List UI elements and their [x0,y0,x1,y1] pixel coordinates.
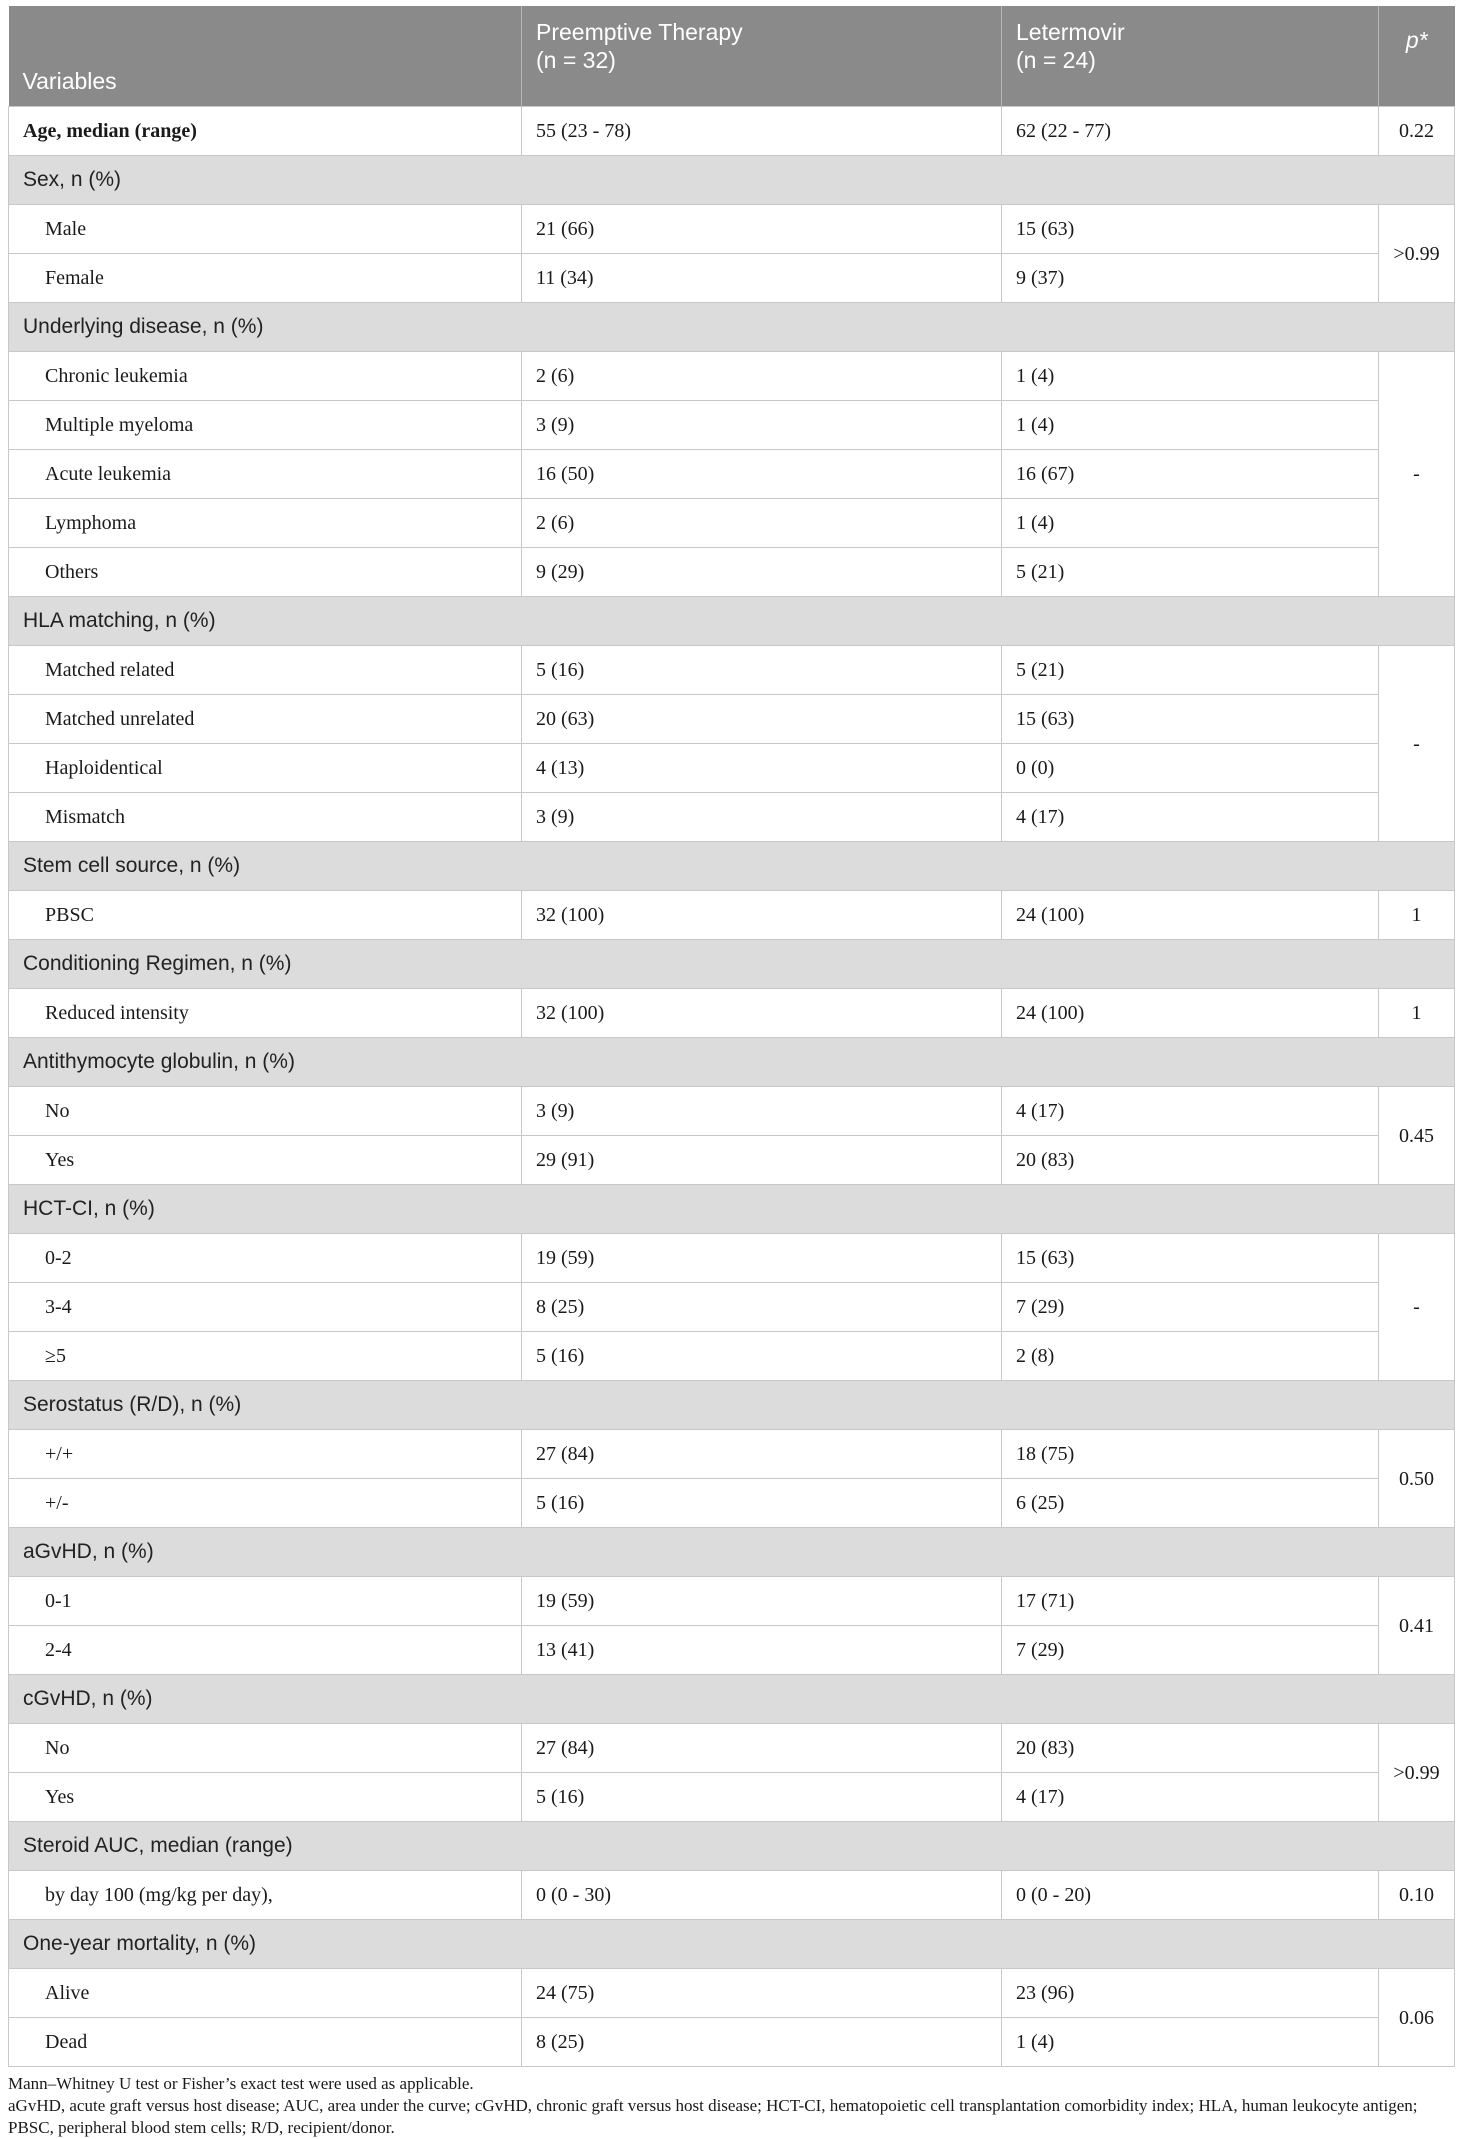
p-value: >0.99 [1379,205,1455,303]
header-group1-n: (n = 32) [536,47,616,73]
preemptive-therapy-value: 0 (0 - 30) [522,1871,1002,1920]
table-row [9,1087,1455,1136]
variable-label: Female [9,254,522,303]
letermovir-value: 4 (17) [1002,793,1379,842]
preemptive-therapy-value: 3 (9) [522,1087,1002,1136]
table-row [9,1332,1455,1381]
table-row [9,352,1455,401]
letermovir-value: 5 (21) [1002,548,1379,597]
letermovir-value: 23 (96) [1002,1969,1379,2018]
variable-label: Reduced intensity [9,989,522,1038]
variable-label: Yes [9,1773,522,1822]
variable-label: Matched unrelated [9,695,522,744]
letermovir-value: 1 (4) [1002,499,1379,548]
table-container [8,6,1454,2139]
preemptive-therapy-value: 3 (9) [522,793,1002,842]
p-value: - [1379,1234,1455,1381]
letermovir-value: 5 (21) [1002,646,1379,695]
table-row [9,989,1455,1038]
preemptive-therapy-value: 11 (34) [522,254,1002,303]
letermovir-value: 7 (29) [1002,1626,1379,1675]
preemptive-therapy-value: 32 (100) [522,891,1002,940]
preemptive-therapy-value: 8 (25) [522,1283,1002,1332]
p-value: 0.10 [1379,1871,1455,1920]
preemptive-therapy-value: 5 (16) [522,1479,1002,1528]
section-label: aGvHD, n (%) [9,1528,1455,1577]
p-value: 0.45 [1379,1087,1455,1185]
table-row [9,1969,1455,2018]
variable-label: by day 100 (mg/kg per day), [9,1871,522,1920]
section-label: cGvHD, n (%) [9,1675,1455,1724]
variable-label: ≥5 [9,1332,522,1381]
p-value: - [1379,646,1455,842]
table-row [9,254,1455,303]
preemptive-therapy-value: 8 (25) [522,2018,1002,2067]
preemptive-therapy-value: 13 (41) [522,1626,1002,1675]
section-header-row [9,1528,1455,1577]
letermovir-value: 1 (4) [1002,2018,1379,2067]
variable-label: No [9,1087,522,1136]
letermovir-value: 6 (25) [1002,1479,1379,1528]
p-value: 0.06 [1379,1969,1455,2067]
variable-label: 0-2 [9,1234,522,1283]
letermovir-value: 15 (63) [1002,1234,1379,1283]
footnote-tests: Mann–Whitney U test or Fisher’s exact test were used as applicable. [8,2074,474,2093]
variable-label: Age, median (range) [9,107,522,156]
table-row [9,1871,1455,1920]
preemptive-therapy-value: 27 (84) [522,1430,1002,1479]
table-row [9,793,1455,842]
table-row [9,891,1455,940]
preemptive-therapy-value: 2 (6) [522,352,1002,401]
letermovir-value: 20 (83) [1002,1724,1379,1773]
section-header-row [9,597,1455,646]
table-footnotes [8,2073,1454,2139]
header-group2-label: Letermovir [1016,19,1125,45]
section-header-row [9,1381,1455,1430]
preemptive-therapy-value: 5 (16) [522,646,1002,695]
variable-label: No [9,1724,522,1773]
section-header-row [9,1038,1455,1087]
section-header-row [9,303,1455,352]
section-label: Antithymocyte globulin, n (%) [9,1038,1455,1087]
table-row [9,695,1455,744]
table-body [9,107,1455,2067]
preemptive-therapy-value: 5 (16) [522,1773,1002,1822]
table-row [9,1577,1455,1626]
section-label: Sex, n (%) [9,156,1455,205]
section-header-row [9,1675,1455,1724]
letermovir-value: 20 (83) [1002,1136,1379,1185]
letermovir-value: 1 (4) [1002,352,1379,401]
table-row [9,548,1455,597]
section-label: One-year mortality, n (%) [9,1920,1455,1969]
table-row [9,2018,1455,2067]
table-row [9,646,1455,695]
variable-label: Chronic leukemia [9,352,522,401]
variable-label: 2-4 [9,1626,522,1675]
table-row [9,499,1455,548]
table-row [9,1724,1455,1773]
letermovir-value: 1 (4) [1002,401,1379,450]
preemptive-therapy-value: 24 (75) [522,1969,1002,2018]
letermovir-value: 2 (8) [1002,1332,1379,1381]
letermovir-value: 62 (22 - 77) [1002,107,1379,156]
letermovir-value: 9 (37) [1002,254,1379,303]
p-value: 1 [1379,989,1455,1038]
table-row [9,1626,1455,1675]
letermovir-value: 0 (0 - 20) [1002,1871,1379,1920]
header-preemptive-therapy [522,6,1002,107]
preemptive-therapy-value: 20 (63) [522,695,1002,744]
variable-label: Lymphoma [9,499,522,548]
table-row [9,1773,1455,1822]
section-label: HLA matching, n (%) [9,597,1455,646]
variable-label: +/+ [9,1430,522,1479]
section-label: Steroid AUC, median (range) [9,1822,1455,1871]
variable-label: Others [9,548,522,597]
letermovir-value: 0 (0) [1002,744,1379,793]
preemptive-therapy-value: 3 (9) [522,401,1002,450]
table-row [9,1136,1455,1185]
variable-label: 3-4 [9,1283,522,1332]
header-group1-label: Preemptive Therapy [536,19,743,45]
section-header-row [9,156,1455,205]
table-row [9,1283,1455,1332]
header-group2-n: (n = 24) [1016,47,1096,73]
table-row [9,205,1455,254]
variable-label: Acute leukemia [9,450,522,499]
section-label: Serostatus (R/D), n (%) [9,1381,1455,1430]
preemptive-therapy-value: 32 (100) [522,989,1002,1038]
section-label: Stem cell source, n (%) [9,842,1455,891]
preemptive-therapy-value: 19 (59) [522,1577,1002,1626]
section-label: Conditioning Regimen, n (%) [9,940,1455,989]
preemptive-therapy-value: 55 (23 - 78) [522,107,1002,156]
variable-label: Haploidentical [9,744,522,793]
preemptive-therapy-value: 29 (91) [522,1136,1002,1185]
p-value: 0.41 [1379,1577,1455,1675]
p-value: - [1379,352,1455,597]
letermovir-value: 15 (63) [1002,695,1379,744]
section-header-row [9,940,1455,989]
variable-label: Mismatch [9,793,522,842]
preemptive-therapy-value: 21 (66) [522,205,1002,254]
preemptive-therapy-value: 16 (50) [522,450,1002,499]
letermovir-value: 4 (17) [1002,1087,1379,1136]
p-value: 0.22 [1379,107,1455,156]
letermovir-value: 7 (29) [1002,1283,1379,1332]
variable-label: Yes [9,1136,522,1185]
variable-label: PBSC [9,891,522,940]
letermovir-value: 16 (67) [1002,450,1379,499]
variable-label: Matched related [9,646,522,695]
variable-label: Male [9,205,522,254]
header-letermovir [1002,6,1379,107]
letermovir-value: 18 (75) [1002,1430,1379,1479]
variable-label: Multiple myeloma [9,401,522,450]
p-value: 1 [1379,891,1455,940]
table-row [9,1479,1455,1528]
patient-characteristics-table [8,6,1455,2067]
section-label: Underlying disease, n (%) [9,303,1455,352]
preemptive-therapy-value: 5 (16) [522,1332,1002,1381]
section-header-row [9,1920,1455,1969]
table-header-row [9,6,1455,107]
section-header-row [9,842,1455,891]
preemptive-therapy-value: 19 (59) [522,1234,1002,1283]
preemptive-therapy-value: 2 (6) [522,499,1002,548]
letermovir-value: 24 (100) [1002,989,1379,1038]
letermovir-value: 17 (71) [1002,1577,1379,1626]
variable-label: +/- [9,1479,522,1528]
table-row [9,1234,1455,1283]
preemptive-therapy-value: 4 (13) [522,744,1002,793]
table-row [9,107,1455,156]
variable-label: Alive [9,1969,522,2018]
letermovir-value: 4 (17) [1002,1773,1379,1822]
table-row [9,744,1455,793]
variable-label: 0-1 [9,1577,522,1626]
table-row [9,1430,1455,1479]
header-p-value: p* [1379,6,1455,107]
table-row [9,401,1455,450]
footnote-abbreviations: aGvHD, acute graft versus host disease; AUC, area under the curve; cGvHD, chronic graft versus host disease; HCT-CI, hematopoietic cell transplantation comorbidity index; HLA, human leukocyte antigen; PBSC, peripheral blood stem cells; R/D, recipient/donor. [8,2096,1418,2137]
section-label: HCT-CI, n (%) [9,1185,1455,1234]
variable-label: Dead [9,2018,522,2067]
p-value: 0.50 [1379,1430,1455,1528]
preemptive-therapy-value: 27 (84) [522,1724,1002,1773]
section-header-row [9,1185,1455,1234]
preemptive-therapy-value: 9 (29) [522,548,1002,597]
header-variables: Variables [9,6,522,107]
letermovir-value: 24 (100) [1002,891,1379,940]
table-row [9,450,1455,499]
letermovir-value: 15 (63) [1002,205,1379,254]
section-header-row [9,1822,1455,1871]
p-value: >0.99 [1379,1724,1455,1822]
